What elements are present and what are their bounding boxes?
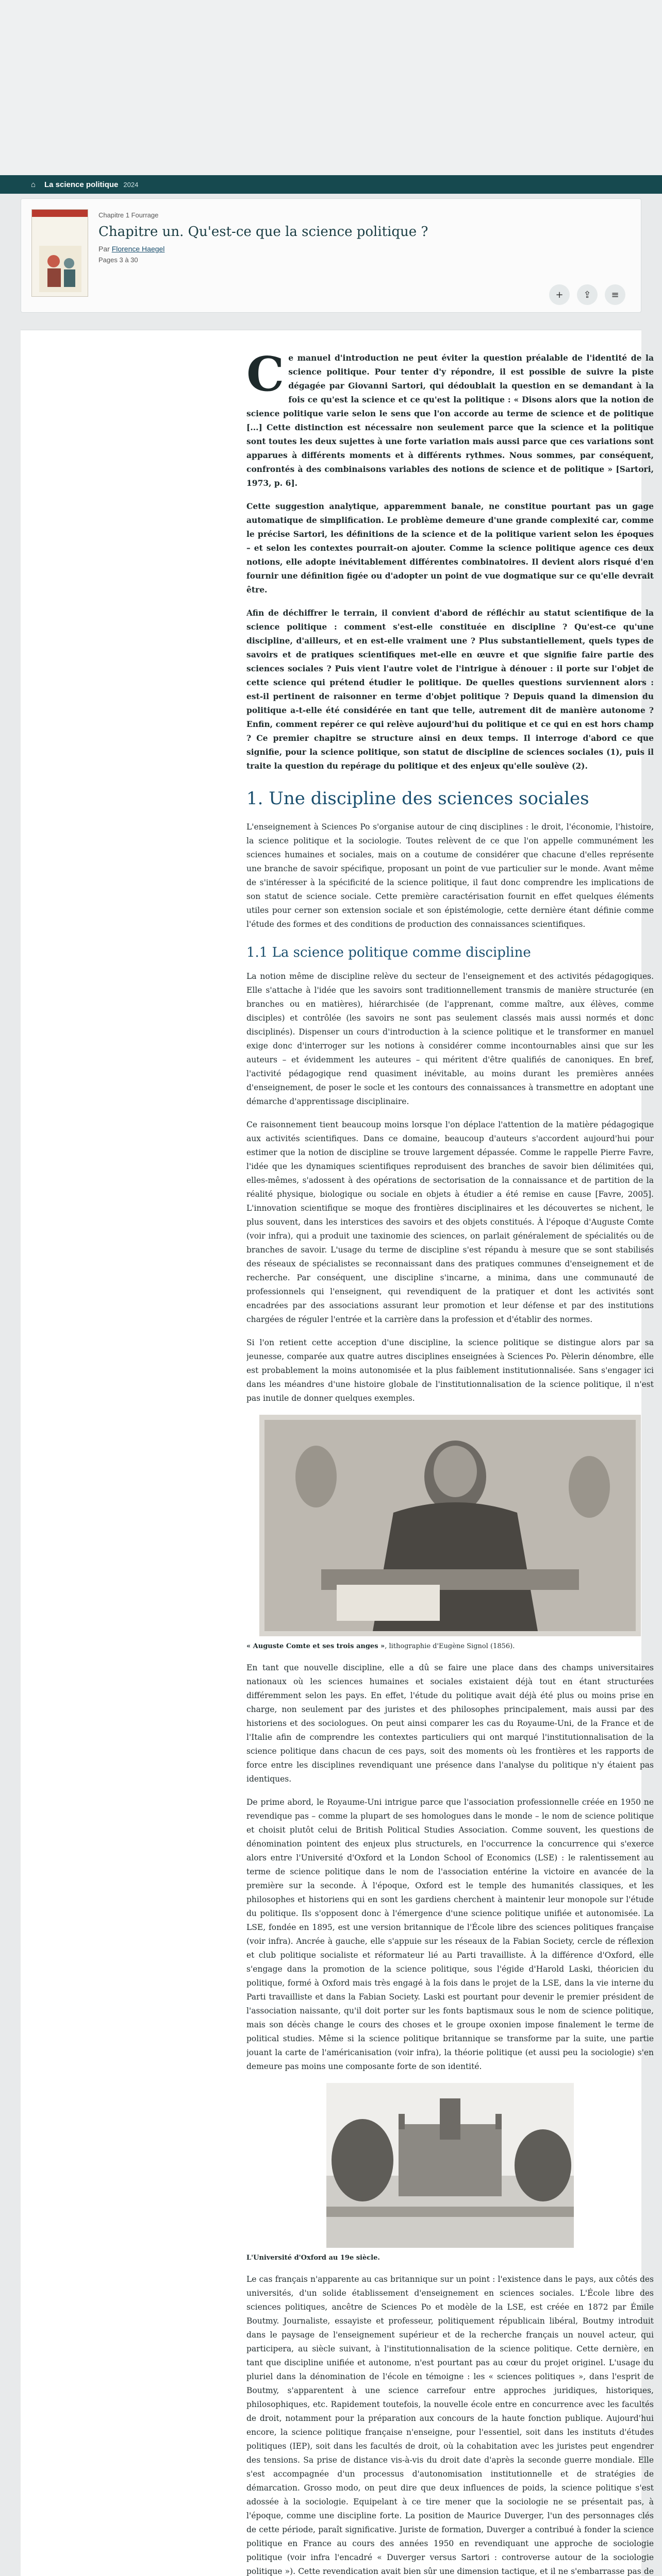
figure-caption-1: « Auguste Comte et ses trois anges », lithographie d'Eugène Signol (1856).	[246, 1642, 515, 1650]
author-prefix: Par	[98, 245, 110, 253]
book-header-bar	[0, 175, 662, 194]
intro-paragraph-3: Afin de déchiffrer le terrain, il convient d'abord de réfléchir au statut scientifique de la science politique : comment s'est-elle constituée en discipline ? Qu'est-ce qu'une discipline, d'ailleurs, et en est-elle vraiment une ? Plus substantiellement, quels types de savoirs et de pratiques scientifiques met-elle en œuvre et que signifie faire partie des sciences sociales ? Puis vient l'autre volet de l'intrigue à dénouer : il porte sur l'objet de cette science qui prétend étudier le politique. De quelles questions surviennent alors : est-il pertinent de raisonner en terme d'objet politique ? Depuis quand la dimension du politique a-t-elle été considérée en tant que telle, autrement dit de manière autonome ? Enfin, comment repérer ce qui relève aujourd'hui du politique et ce qui en est hors champ ? Ce premier chapitre se structure ainsi en deux temps. Il interroge d'abord ce que signifie, pour la science politique, son statut de discipline de sciences sociales (1), puis il traite la question du repérage du politique et des enjeux qu'elle soulève (2).	[246, 608, 654, 771]
paragraph-4: Si l'on retient cette acception d'une discipline, la science politique se distingue alors par sa jeunesse, comparée aux quatre autres disciplines enseignées à Sciences Po. Pèlerin dénombre, elle est probablement la moins autonomisée et la plus faiblement institutionnalisée. Sans s'engager ici dans les méandres d'une histoire globale de l'institutionnalisation de la science politique, il n'est pas inutile de donner quelques exemples.	[246, 1338, 654, 1403]
chapter-actions	[549, 284, 625, 305]
paragraph-3: Ce raisonnement tient beaucoup moins lorsque l'on déplace l'attention de la matière pédagogique aux activités scientifiques. Dans ce domaine, beaucoup d'auteurs s'accordent aujourd'hui pour estimer que la notion de discipline se trouve largement dépassée. Comme le rappelle Pierre Favre, l'idée que les dynamiques scientifiques reproduisent des branches de savoir bien délimitées qui, elles-mêmes, s'adossent à des opérations de sectorisation de la connaissance et de partition de la réalité physique, biologique ou sociale en objets à étudier a été remise en cause [Favre, 2005]. L'innovation scientifique se moque des frontières disciplinaires et les découvertes se nichent, le plus souvent, dans les interstices des savoirs et des objets constitués. À l'époque d'Auguste Comte (voir infra), qui a produit une taxinomie des sciences, on parlait généralement de spécialités ou de branches de savoir. L'usage du terme de discipline s'est répandu à mesure que se sont stabilisés des réseaux de spécialistes se reconnaissant dans des pratiques communes d'enseignement et de recherche. Par conséquent, une discipline s'incarne, a minima, dans une communauté de professionnels qui l'enseignent, qui revendiquent de la pratiquer et dont les activités sont encadrées par des associations assurant leur promotion et leur défense et par des institutions chargées de réguler l'entrée et la carrière dans la profession et d'établir des normes.	[246, 1120, 654, 1324]
figure-oxford	[246, 2083, 654, 2263]
paragraph-6: De prime abord, le Royaume-Uni intrigue parce que l'association professionnelle créée en 1950 ne revendique pas – comme la plupart de ses homologues dans le monde – le nom de science politique et choisit plutôt celui de British Political Studies Association. Comme souvent, les questions de dénomination pointent des enjeux plus structurels, en l'occurrence la concurrence qui s'exerce alors entre l'Université d'Oxford et la London School of Economics (LSE) : le ralentissement au terme de science politique dans le nom de l'association entérine la victoire en avancée de la première sur la seconde. À l'époque, Oxford est le temple des humanités classiques, et les philosophes et historiens qui en sont les gardiens cherchent à maintenir leur monopole sur l'étude du politique. Ils s'opposent donc à l'émergence d'une science politique unifiée et autonomisée. La LSE, fondée en 1895, est une version britannique de l'École libre des sciences politiques française (voir infra). Ancrée à gauche, elle s'appuie sur les réseaux de la Fabian Society, cercle de réflexion et club politique socialiste et réformateur lié au Parti travailliste. À la différence d'Oxford, elle s'engage dans la promotion de la science politique, sous l'égide d'Harold Laski, théoricien du politique, formé à Oxford mais très engagé à la fois dans le projet de la LSE, dans la vie interne du Parti travailliste et dans la Fabian Society. Laski est pourtant pour devenir le premier président de l'association naissante, qu'il doit porter sur les fonts baptismaux sous le nom de science politique, mais son décès change le cours des choses et le groupe oxonien impose finalement le terme de political studies. Même si la science politique britannique se transforme par la suite, une partie jouant la carte de l'américanisation (voir infra), la théorie politique (et aussi peu la sociologie) s'en demeure pas moins une composante forte de son identité.	[246, 1798, 654, 2071]
menu-icon: ≡	[611, 289, 619, 300]
paragraph-5: En tant que nouvelle discipline, elle a dû se faire une place dans des champs universitaires nationaux où les sciences humaines et sociales existaient déjà tout en étant structurées différemment selon les pays. En effet, l'étude du politique avait déjà été plus ou moins prise en charge, non seulement par des juristes et des philosophes principalement, mais aussi par des historiens et des sociologues. On peut ainsi comparer les cas du Royaume-Uni, de la France et de l'Italie afin de comprendre les contextes particuliers qui ont marqué l'institutionnalisation de la science politique dans chacun de ces pays, soit des moments où les frontières et les rapports de force entre les disciplines revendiquant une présence dans l'analyse du politique n'y étaient pas identiques.	[246, 1663, 654, 1784]
author-link[interactable]: Florence Haegel	[111, 245, 165, 253]
plus-icon: +	[555, 289, 564, 300]
chapter-pages: Pages 3 à 30	[98, 256, 138, 264]
section-heading-1: 1. Une discipline des sciences sociales	[246, 788, 589, 809]
figure-comte	[246, 1415, 654, 1652]
article-page	[21, 330, 654, 2576]
paragraph-7: Le cas français n'apparente au cas britannique sur un point : l'existence dans le pays, aux côtés des universités, d'un solide établissement d'enseignement en sciences sociales. L'École libre des sciences politiques, ancêtre de Sciences Po et modèle de la LSE, est créée en 1872 par Émile Boutmy. Journaliste, essayiste et professeur, politiquement républicain libéral, Boutmy introduit dans le paysage de l'enseignement supérieur et de la recherche français un nouvel acteur, qui participera, au siècle suivant, à l'institutionnalisation de la science politique. Cette dernière, en tant que discipline unifiée et autonome, n'est pourtant pas au cœur du projet originel. L'usage du pluriel dans la dénomination de l'école en témoigne : les « sciences politiques », dans l'esprit de Boutmy, s'apparentent à une science carrefour entre approches juridiques, historiques, philosophiques, etc. Rapidement toutefois, la nouvelle école entre en concurrence avec les facultés de droit, notamment pour la préparation aux concours de la haute fonction publique. Aujourd'hui encore, la science politique française n'enseigne, pour l'essentiel, soit dans les instituts d'études politiques (IEP), soit dans les facultés de droit, où la cohabitation avec les juristes peut engendrer des tensions. Sa prise de distance vis-à-vis du droit date d'après la seconde guerre mondiale. Elle s'est accompagnée d'un processus d'autonomisation institutionnelle et de stratégies de démarcation. Grosso modo, on peut dire que deux influences de poids, la science politique s'est adossée à la sociologie. Equipelant à ce tire mener que la sociologie ne se présentait pas, à l'époque, comme une discipline forte. La position de Maurice Duverger, l'un des personnages clés de cette période, paraît significative. Juriste de formation, Duverger a contribué à fonder la science politique en France au cours des années 1950 en revendiquant une approche de sociologie politique (voir infra l'encadré « Duverger versus Sartori : controverse autour de la sociologie politique »). Cette revendication avait bien sûr une dimension tactique, et il ne s'embarrasse pas de	[246, 2275, 654, 2576]
figure-caption-2: L'Université d'Oxford au 19e siècle.	[246, 2254, 380, 2262]
cover-illustration	[39, 246, 81, 292]
cover-band	[32, 210, 88, 217]
book-title-link[interactable]: La science politique	[44, 180, 119, 189]
intro-paragraph-2: Cette suggestion analytique, apparemment banale, ne constitue pourtant pas un gage automatique de simplification. Le problème demeure d'une grande complexité car, comme le précise Sartori, les définitions de la science et de la politique varient selon les époques – et selon les contextes pourrait-on ajouter. Comme la science politique agence ces deux notions, elle adopte inévitablement différentes combinatoires. Il devient alors risqué d'en fournir une définition figée ou d'adopter un point de vue dogmatique sur ce qu'elle devrait être.	[246, 501, 654, 595]
subsection-heading-1-1: 1.1 La science politique comme discipline	[246, 945, 531, 960]
paragraph-2: La notion même de discipline relève du secteur de l'enseignement et des activités pédagogiques. Elle s'attache à l'idée que les savoirs sont traditionnellement transmis de manière structurée (en branches ou en matières), hiérarchisée (de l'apprenant, comme maître, aux élèves, comme disciples) et contrôlée (les savoirs ne sont pas seulement classés mais aussi normés et donc disciplinés). Dispenser un cours d'introduction à la science politique et le transformer en manuel exige donc d'interroger sur les notions à considérer comme incontournables ainsi que sur les auteurs – et évidemment les auteures – qui méritent d'être qualifiés de canoniques. En bref, l'activité pédagogique rend quasiment inévitable, au moins durant les premières années d'enseignement, de poser le socle et les contours des connaissances à transmettre en adoptant une démarche d'apprentissage disciplinaire.	[246, 972, 654, 1106]
intro-paragraph-1: Ce manuel d'introduction ne peut éviter la question préalable de l'identité de la science politique. Pour tenter d'y répondre, il est possible de suivre la piste dégagée par Giovanni Sartori, qui dédoublait la question en se demandant à la fois ce qu'est la science et ce qu'est la politique : « Disons alors que la notion de science politique varie selon le sens que l'on accorde au terme de science et de politique [...] Cette distinction est nécessaire non seulement parce que la science et la politique sont toutes les deux sujettes à une forte variation mais aussi parce que ces variations sont apparues à différents moments et à différents rythmes. Nous sommes, par conséquent, confrontés à des combinaisons variables des notions de science et de politique » [Sartori, 1973, p. 6].	[246, 351, 654, 488]
chapter-author-line	[98, 245, 562, 253]
share-button[interactable]	[577, 284, 598, 305]
home-icon[interactable]: ⌂	[31, 180, 36, 189]
add-button[interactable]	[549, 284, 570, 305]
comte-lithograph-image[interactable]	[259, 1415, 641, 1636]
book-cover-image[interactable]	[31, 209, 88, 297]
share-icon: ⇪	[583, 289, 591, 300]
chapter-title: Chapitre un. Qu'est-ce que la science politique ?	[98, 224, 428, 240]
article-content	[246, 351, 654, 2576]
drop-cap: C	[246, 351, 285, 402]
oxford-engraving-image[interactable]	[326, 2083, 574, 2248]
paragraph-1: L'enseignement à Sciences Po s'organise autour de cinq disciplines : le droit, l'économie, l'histoire, la science politique et la sociologie. Toutes relèvent de ce que l'on appelle communément les sciences humaines et sociales, mais on a coutume de considérer que chacune d'elles représente une branche de savoir spécifique, proposant un point de vue particulier sur le monde. Avant même de s'intéresser à la spécificité de la science politique, il faut donc comprendre les implications de son statut de science sociale. Cette première caractérisation fournit en effet quelques éléments utiles pour cerner son extension sociale et son épistémologie, cette dernière étant définie comme l'étude des formes et des conditions de production des connaissances scientifiques.	[246, 822, 654, 929]
chapter-card	[21, 198, 641, 313]
chapter-kicker: Chapitre 1 Fourrage	[98, 211, 159, 219]
top-blank-area	[0, 0, 662, 175]
menu-button[interactable]	[605, 284, 625, 305]
book-year: 2024	[123, 180, 139, 189]
